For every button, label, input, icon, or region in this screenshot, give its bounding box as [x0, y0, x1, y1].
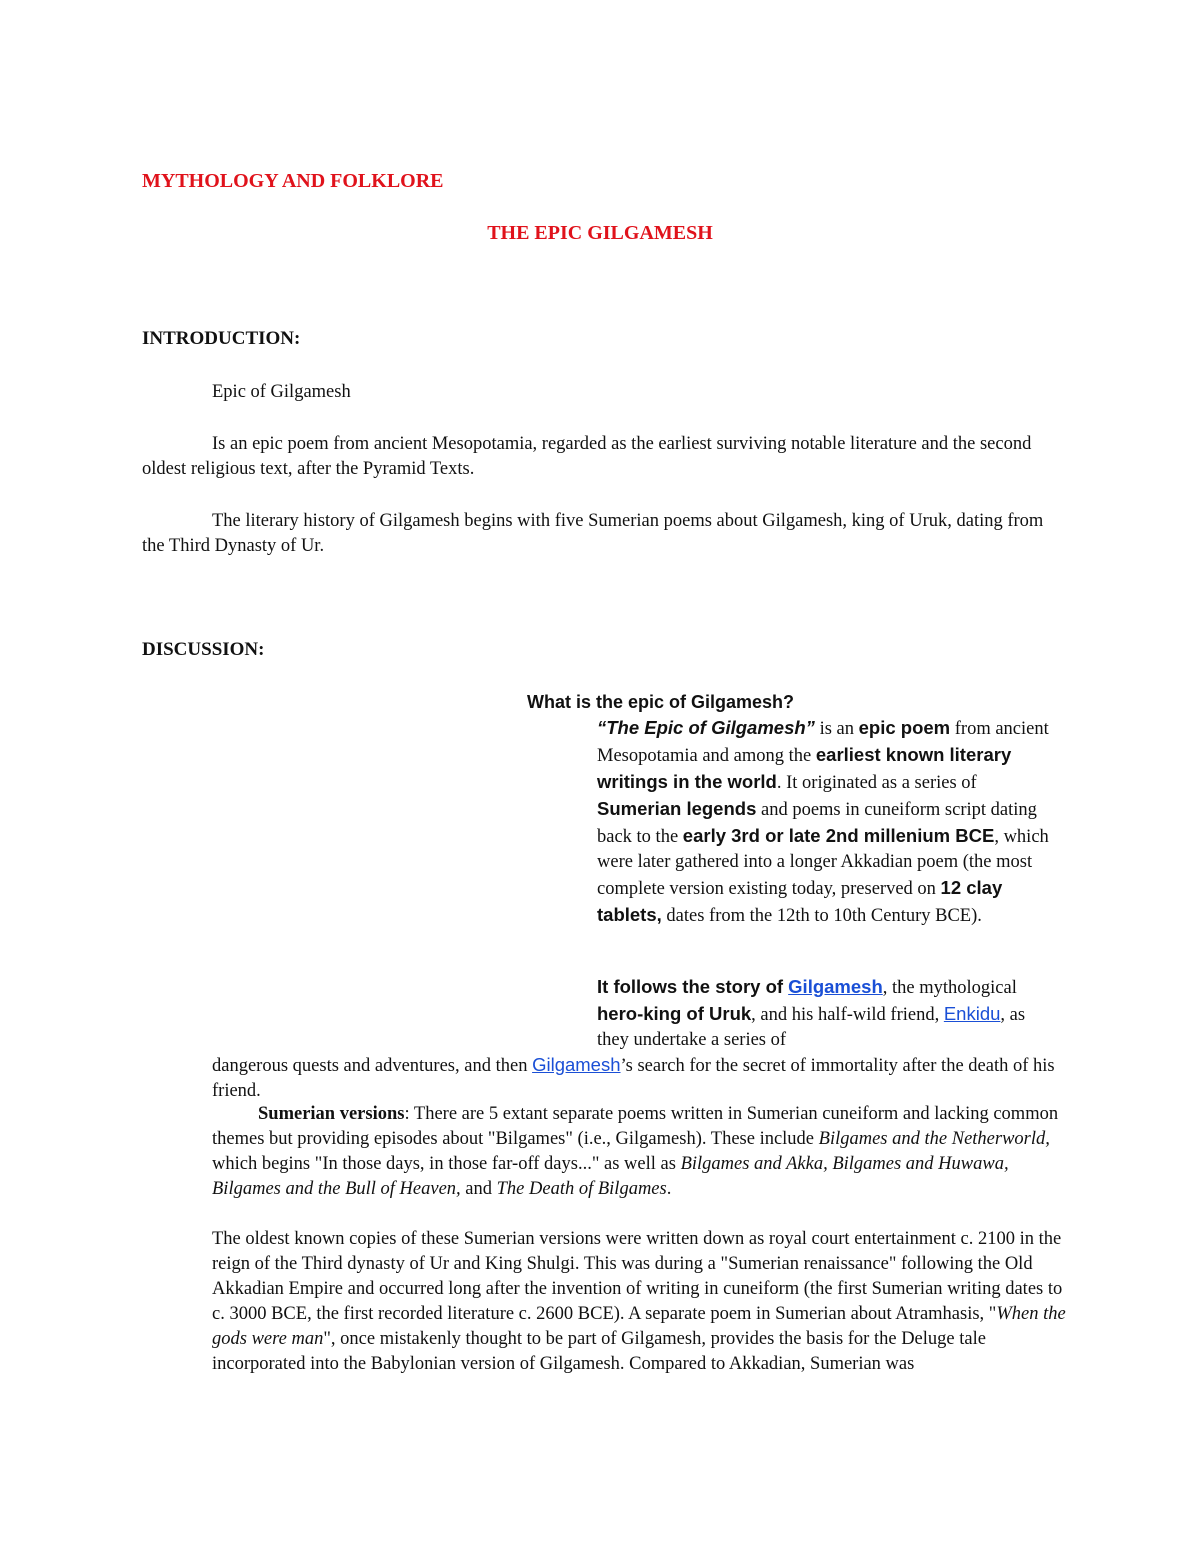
sumerian-versions-paragraph: Sumerian versions: There are 5 extant separate poems written in Sumerian cuneiform and lacking common themes but providing episodes about "Bilgames" (i.e., Gilgamesh). These include Bilgames and the Netherworld, which begins "In those days, in those far-off days..." as well as Bilgames and Akka, Bilgames and Huwawa, Bilgames and the Bull of Heaven, and The Death of Bilgames. [212, 1104, 1059, 1199]
introduction-heading: INTRODUCTION: [142, 328, 301, 349]
gilgamesh-link[interactable]: Gilgamesh [788, 976, 883, 997]
epic-title-italic: “The Epic of Gilgamesh” [597, 717, 815, 738]
discussion-question: What is the epic of Gilgamesh? [527, 692, 795, 712]
intro-paragraph-1: Is an epic poem from ancient Mesopotamia, regarded as the earliest surviving notable literature and the second oldest religious text, after the Pyramid Texts. [142, 434, 1032, 479]
gilgamesh-link-2[interactable]: Gilgamesh [532, 1054, 621, 1075]
document-subtitle: THE EPIC GILGAMESH [487, 222, 713, 244]
discussion-paragraph-2: It follows the story of Gilgamesh, the mythological hero-king of Uruk, and his half-wild friend, Enkidu, as they undertake a series of [597, 976, 1026, 1050]
discussion-paragraph-2-continued: dangerous quests and adventures, and then Gilgamesh’s search for the secret of immortality after the death of his friend. [212, 1054, 1055, 1101]
discussion-heading: DISCUSSION: [142, 639, 265, 660]
document-title: MYTHOLOGY AND FOLKLORE [142, 170, 444, 192]
enkidu-link[interactable]: Enkidu [943, 1003, 1001, 1024]
oldest-copies-paragraph: The oldest known copies of these Sumerian versions were written down as royal court entertainment c. 2100 in the reign of the Third dynasty of Ur and King Shulgi. This was during a "Sumerian renaissance" following the Old Akkadian Empire and occurred long after the invention of writing in cuneiform (the first Sumerian writing dates to c. 3000 BCE, the first recorded literature c. 2600 BCE). A separate poem in Sumerian about Atramhasis, "When the gods were man", once mistakenly thought to be part of Gilgamesh, provides the basis for the Deluge tale incorporated into the Babylonian version of Gilgamesh. Compared to Akkadian, Sumerian was [212, 1229, 1066, 1374]
discussion-paragraph-1: “The Epic of Gilgamesh” is an epic poem from ancient Mesopotamia and among the earliest known literary writings in the world. It originated as a series of Sumerian legends and poems in cuneiform script dating back to the early 3rd or late 2nd millenium BCE, which were later gathered into a longer Akkadian poem (the most complete version existing today, preserved on 12 clay tablets, dates from the 12th to 10th Century BCE). [597, 717, 1049, 926]
intro-paragraph-2: The literary history of Gilgamesh begins with five Sumerian poems about Gilgamesh, king of Uruk, dating from the Third Dynasty of Ur. [142, 511, 1044, 556]
intro-line: Epic of Gilgamesh [212, 382, 351, 402]
